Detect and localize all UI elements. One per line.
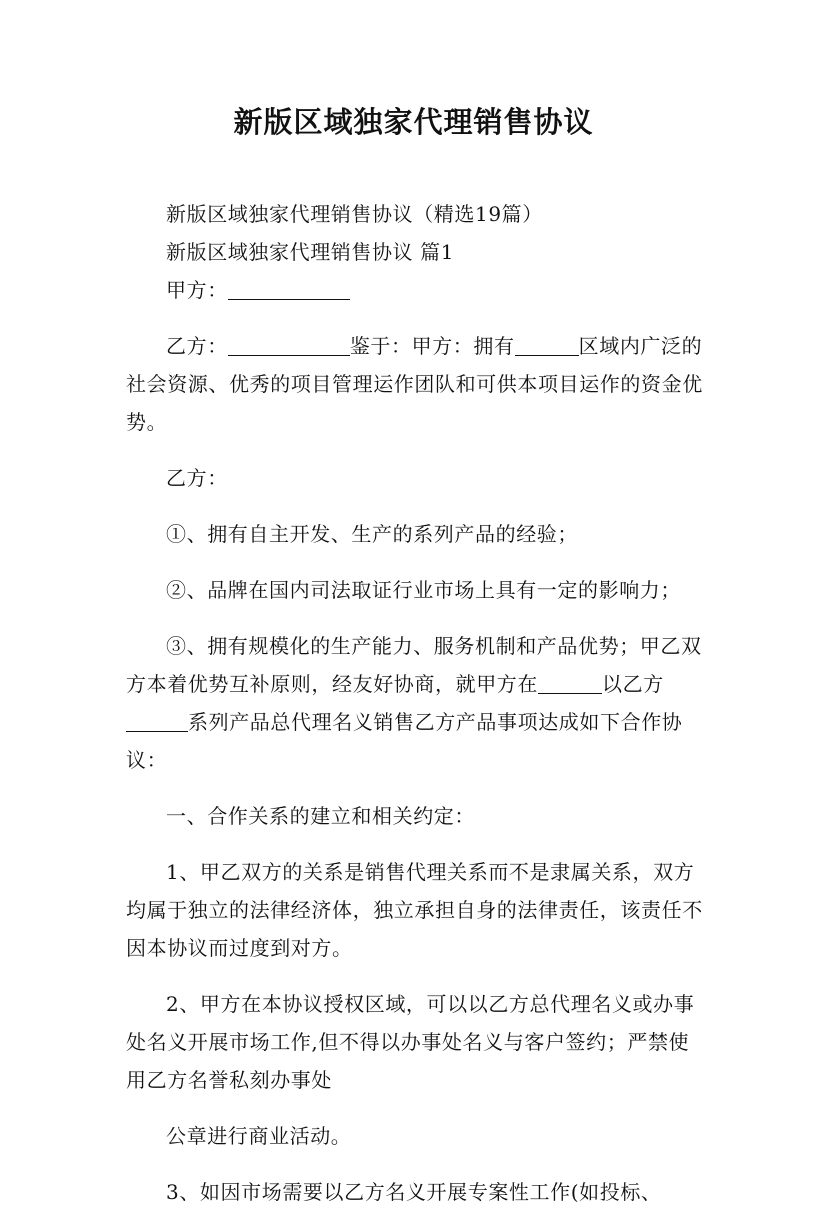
whereas-text-1: 鉴于：甲方：拥有 xyxy=(349,334,515,358)
clause-3: 3、如因市场需要以乙方名义开展专案性工作(如投标、 xyxy=(166,1180,662,1204)
party-a-label: 甲方： xyxy=(166,278,228,302)
list-item-1: ①、拥有自主开发、生产的系列产品的经验； xyxy=(166,522,578,546)
party-b-label: 乙方： xyxy=(166,334,228,358)
party-b-heading: 乙方： xyxy=(166,466,228,490)
item-3-text-a: ③、拥有规模化的生产能力、服务机制和产品优势；甲乙双方本着优势互补原则，经友好协商，就甲方在 xyxy=(126,634,702,696)
party-a-line xyxy=(126,271,706,309)
party-a-blank xyxy=(228,279,350,300)
document-title: 新版区域独家代理销售协议 xyxy=(233,105,594,139)
document-body xyxy=(126,195,706,1211)
list-item-3 xyxy=(126,627,706,779)
area-blank xyxy=(538,673,602,694)
clause-2-continued: 公章进行商业活动。 xyxy=(166,1124,352,1148)
section-heading: 新版区域独家代理销售协议 篇1 xyxy=(166,240,455,264)
whereas-paragraph xyxy=(126,327,706,441)
clause-1: 1、甲乙双方的关系是销售代理关系而不是隶属关系，双方均属于独立的法律经济体，独立承担自身的法律责任，该责任不因本协议而过度到对方。 xyxy=(126,860,703,960)
clause-2: 2、甲方在本协议授权区域，可以以乙方总代理名义或办事处名义开展市场工作,但不得以办事处名义与客户签约；严禁使用乙方名誉私刻办事处 xyxy=(126,992,695,1092)
party-b-blank xyxy=(228,335,350,356)
region-blank xyxy=(515,335,579,356)
subtitle-paragraph: 新版区域独家代理销售协议（精选19篇） xyxy=(166,202,543,226)
clause-heading: 一、合作关系的建立和相关约定： xyxy=(166,804,475,828)
product-blank xyxy=(126,711,188,732)
item-3-text-c: 系列产品总代理名义销售乙方产品事项达成如下合作协议： xyxy=(126,710,683,772)
whereas-text-2: 区域内广泛的社会资源、优秀的项目管理运作团队和可供本项目运作的资金优势。 xyxy=(126,334,703,434)
list-item-2: ②、品牌在国内司法取证行业市场上具有一定的影响力； xyxy=(166,578,681,602)
item-3-text-b: 以乙方 xyxy=(602,672,664,696)
